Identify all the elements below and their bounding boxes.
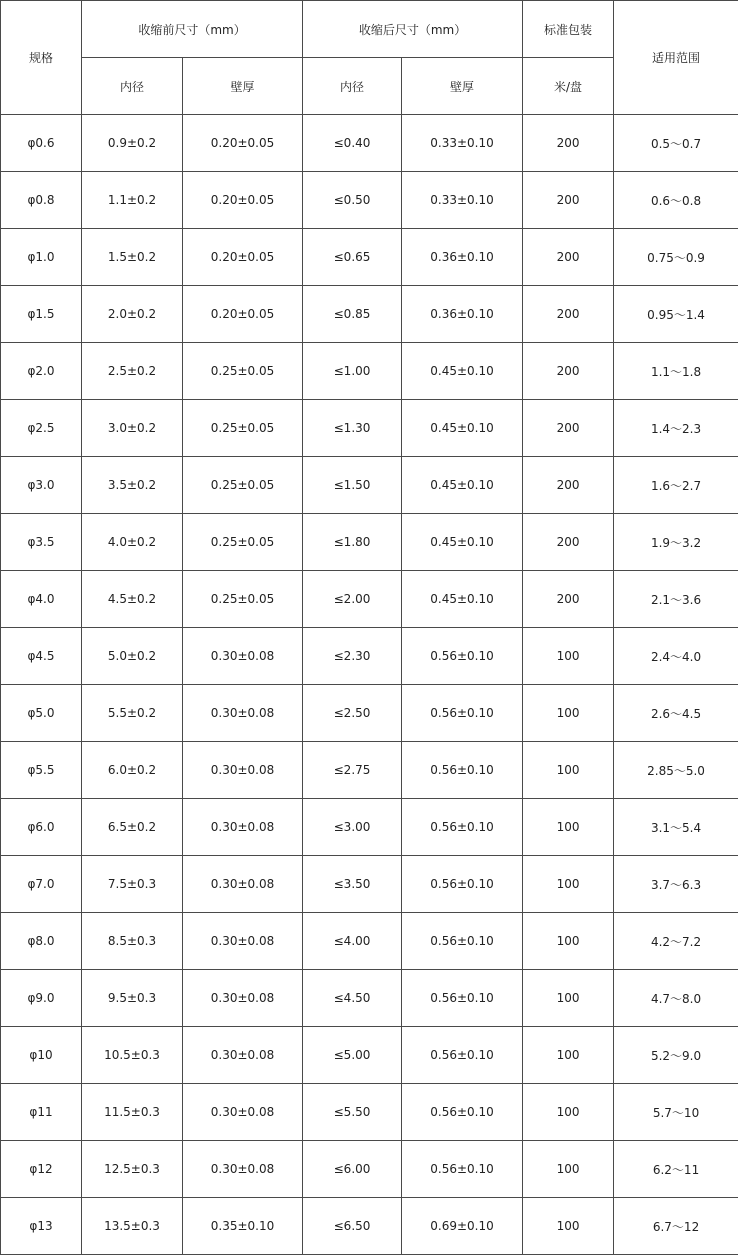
spec-cell: φ1.0 xyxy=(1,229,82,286)
before-wall-cell: 0.30±0.08 xyxy=(183,1027,303,1084)
after-inner-cell: ≤2.50 xyxy=(303,685,402,742)
before-inner-cell: 5.5±0.2 xyxy=(82,685,183,742)
before-inner-cell: 7.5±0.3 xyxy=(82,856,183,913)
after-wall-cell: 0.56±0.10 xyxy=(402,856,523,913)
after-inner-cell: ≤3.00 xyxy=(303,799,402,856)
spec-cell: φ7.0 xyxy=(1,856,82,913)
spec-cell: φ3.0 xyxy=(1,457,82,514)
range-cell: 2.4～4.0 xyxy=(614,628,738,685)
after-inner-cell: ≤0.85 xyxy=(303,286,402,343)
before-inner-cell: 4.5±0.2 xyxy=(82,571,183,628)
package-cell: 200 xyxy=(523,286,614,343)
before-inner-cell: 3.0±0.2 xyxy=(82,400,183,457)
spec-cell: φ8.0 xyxy=(1,913,82,970)
after-wall-cell: 0.56±0.10 xyxy=(402,1027,523,1084)
before-inner-cell: 0.9±0.2 xyxy=(82,115,183,172)
before-inner-cell: 5.0±0.2 xyxy=(82,628,183,685)
package-cell: 100 xyxy=(523,742,614,799)
after-inner-cell: ≤1.30 xyxy=(303,400,402,457)
package-cell: 100 xyxy=(523,685,614,742)
before-wall-cell: 0.20±0.05 xyxy=(183,172,303,229)
package-cell: 200 xyxy=(523,115,614,172)
header-package-unit: 米/盘 xyxy=(523,58,614,115)
after-inner-cell: ≤0.50 xyxy=(303,172,402,229)
table-row xyxy=(1,1141,738,1198)
table-row xyxy=(1,286,738,343)
range-cell: 1.9～3.2 xyxy=(614,514,738,571)
before-inner-cell: 2.5±0.2 xyxy=(82,343,183,400)
spec-cell: φ9.0 xyxy=(1,970,82,1027)
spec-cell: φ0.6 xyxy=(1,115,82,172)
spec-cell: φ11 xyxy=(1,1084,82,1141)
package-cell: 200 xyxy=(523,229,614,286)
range-cell: 0.95～1.4 xyxy=(614,286,738,343)
before-inner-cell: 2.0±0.2 xyxy=(82,286,183,343)
header-spec: 规格 xyxy=(1,1,82,115)
spec-cell: φ2.5 xyxy=(1,400,82,457)
spec-cell: φ0.8 xyxy=(1,172,82,229)
package-cell: 200 xyxy=(523,514,614,571)
package-cell: 100 xyxy=(523,1084,614,1141)
after-inner-cell: ≤2.75 xyxy=(303,742,402,799)
spec-cell: φ1.5 xyxy=(1,286,82,343)
table-row xyxy=(1,172,738,229)
before-wall-cell: 0.20±0.05 xyxy=(183,286,303,343)
before-wall-cell: 0.20±0.05 xyxy=(183,115,303,172)
before-inner-cell: 4.0±0.2 xyxy=(82,514,183,571)
package-cell: 200 xyxy=(523,343,614,400)
after-inner-cell: ≤5.00 xyxy=(303,1027,402,1084)
before-wall-cell: 0.30±0.08 xyxy=(183,1084,303,1141)
range-cell: 2.6～4.5 xyxy=(614,685,738,742)
after-wall-cell: 0.56±0.10 xyxy=(402,628,523,685)
table-row xyxy=(1,799,738,856)
range-cell: 1.4～2.3 xyxy=(614,400,738,457)
table-row xyxy=(1,1084,738,1141)
after-inner-cell: ≤5.50 xyxy=(303,1084,402,1141)
header-range: 适用范围 xyxy=(614,1,738,115)
before-inner-cell: 9.5±0.3 xyxy=(82,970,183,1027)
package-cell: 100 xyxy=(523,1141,614,1198)
after-wall-cell: 0.56±0.10 xyxy=(402,970,523,1027)
range-cell: 4.2～7.2 xyxy=(614,913,738,970)
table-row xyxy=(1,628,738,685)
spec-cell: φ5.0 xyxy=(1,685,82,742)
header-after-group: 收缩后尺寸（mm） xyxy=(303,1,523,58)
range-cell: 0.75～0.9 xyxy=(614,229,738,286)
after-wall-cell: 0.33±0.10 xyxy=(402,115,523,172)
range-cell: 3.7～6.3 xyxy=(614,856,738,913)
after-wall-cell: 0.56±0.10 xyxy=(402,799,523,856)
after-wall-cell: 0.56±0.10 xyxy=(402,1141,523,1198)
before-wall-cell: 0.25±0.05 xyxy=(183,571,303,628)
range-cell: 1.6～2.7 xyxy=(614,457,738,514)
spec-cell: φ3.5 xyxy=(1,514,82,571)
range-cell: 6.7～12 xyxy=(614,1198,738,1255)
before-wall-cell: 0.20±0.05 xyxy=(183,229,303,286)
after-inner-cell: ≤1.50 xyxy=(303,457,402,514)
table-row xyxy=(1,571,738,628)
range-cell: 0.6～0.8 xyxy=(614,172,738,229)
after-inner-cell: ≤1.00 xyxy=(303,343,402,400)
after-wall-cell: 0.45±0.10 xyxy=(402,571,523,628)
table-row xyxy=(1,742,738,799)
before-wall-cell: 0.25±0.05 xyxy=(183,343,303,400)
after-wall-cell: 0.33±0.10 xyxy=(402,172,523,229)
table-row xyxy=(1,1027,738,1084)
after-wall-cell: 0.56±0.10 xyxy=(402,742,523,799)
spec-cell: φ2.0 xyxy=(1,343,82,400)
after-inner-cell: ≤0.40 xyxy=(303,115,402,172)
table-row xyxy=(1,970,738,1027)
before-wall-cell: 0.30±0.08 xyxy=(183,970,303,1027)
before-wall-cell: 0.35±0.10 xyxy=(183,1198,303,1255)
after-wall-cell: 0.36±0.10 xyxy=(402,229,523,286)
after-inner-cell: ≤6.00 xyxy=(303,1141,402,1198)
package-cell: 100 xyxy=(523,799,614,856)
header-before-group: 收缩前尺寸（mm） xyxy=(82,1,303,58)
after-wall-cell: 0.45±0.10 xyxy=(402,514,523,571)
spec-cell: φ4.5 xyxy=(1,628,82,685)
after-wall-cell: 0.56±0.10 xyxy=(402,685,523,742)
package-cell: 100 xyxy=(523,856,614,913)
spec-cell: φ4.0 xyxy=(1,571,82,628)
package-cell: 100 xyxy=(523,628,614,685)
before-inner-cell: 3.5±0.2 xyxy=(82,457,183,514)
package-cell: 200 xyxy=(523,400,614,457)
after-inner-cell: ≤0.65 xyxy=(303,229,402,286)
after-inner-cell: ≤2.30 xyxy=(303,628,402,685)
before-inner-cell: 1.1±0.2 xyxy=(82,172,183,229)
table-row xyxy=(1,343,738,400)
header-after-wall: 壁厚 xyxy=(402,58,523,115)
after-inner-cell: ≤4.50 xyxy=(303,970,402,1027)
package-cell: 200 xyxy=(523,571,614,628)
spec-cell: φ6.0 xyxy=(1,799,82,856)
range-cell: 2.85～5.0 xyxy=(614,742,738,799)
range-cell: 1.1～1.8 xyxy=(614,343,738,400)
package-cell: 200 xyxy=(523,457,614,514)
after-wall-cell: 0.56±0.10 xyxy=(402,913,523,970)
before-inner-cell: 11.5±0.3 xyxy=(82,1084,183,1141)
after-inner-cell: ≤1.80 xyxy=(303,514,402,571)
header-package-group: 标准包装 xyxy=(523,1,614,58)
before-wall-cell: 0.25±0.05 xyxy=(183,514,303,571)
spec-cell: φ5.5 xyxy=(1,742,82,799)
package-cell: 100 xyxy=(523,913,614,970)
before-wall-cell: 0.30±0.08 xyxy=(183,628,303,685)
before-wall-cell: 0.25±0.05 xyxy=(183,457,303,514)
table-row xyxy=(1,115,738,172)
after-wall-cell: 0.45±0.10 xyxy=(402,343,523,400)
before-wall-cell: 0.30±0.08 xyxy=(183,685,303,742)
table-row xyxy=(1,1198,738,1255)
range-cell: 2.1～3.6 xyxy=(614,571,738,628)
package-cell: 200 xyxy=(523,172,614,229)
before-wall-cell: 0.25±0.05 xyxy=(183,400,303,457)
table-row xyxy=(1,400,738,457)
after-wall-cell: 0.56±0.10 xyxy=(402,1084,523,1141)
before-inner-cell: 13.5±0.3 xyxy=(82,1198,183,1255)
range-cell: 5.2～9.0 xyxy=(614,1027,738,1084)
range-cell: 3.1～5.4 xyxy=(614,799,738,856)
after-wall-cell: 0.45±0.10 xyxy=(402,400,523,457)
after-wall-cell: 0.69±0.10 xyxy=(402,1198,523,1255)
after-wall-cell: 0.45±0.10 xyxy=(402,457,523,514)
before-inner-cell: 8.5±0.3 xyxy=(82,913,183,970)
after-inner-cell: ≤6.50 xyxy=(303,1198,402,1255)
before-wall-cell: 0.30±0.08 xyxy=(183,742,303,799)
before-wall-cell: 0.30±0.08 xyxy=(183,1141,303,1198)
range-cell: 5.7～10 xyxy=(614,1084,738,1141)
range-cell: 4.7～8.0 xyxy=(614,970,738,1027)
before-wall-cell: 0.30±0.08 xyxy=(183,799,303,856)
table-row xyxy=(1,913,738,970)
before-inner-cell: 6.0±0.2 xyxy=(82,742,183,799)
after-inner-cell: ≤4.00 xyxy=(303,913,402,970)
before-inner-cell: 6.5±0.2 xyxy=(82,799,183,856)
before-wall-cell: 0.30±0.08 xyxy=(183,913,303,970)
header-before-inner: 内径 xyxy=(82,58,183,115)
spec-cell: φ13 xyxy=(1,1198,82,1255)
header-after-inner: 内径 xyxy=(303,58,402,115)
after-wall-cell: 0.36±0.10 xyxy=(402,286,523,343)
header-before-wall: 壁厚 xyxy=(183,58,303,115)
after-inner-cell: ≤2.00 xyxy=(303,571,402,628)
table-row xyxy=(1,229,738,286)
package-cell: 100 xyxy=(523,1027,614,1084)
before-inner-cell: 1.5±0.2 xyxy=(82,229,183,286)
table-row xyxy=(1,685,738,742)
before-inner-cell: 10.5±0.3 xyxy=(82,1027,183,1084)
spec-cell: φ12 xyxy=(1,1141,82,1198)
before-inner-cell: 12.5±0.3 xyxy=(82,1141,183,1198)
after-inner-cell: ≤3.50 xyxy=(303,856,402,913)
table-row xyxy=(1,457,738,514)
spec-cell: φ10 xyxy=(1,1027,82,1084)
before-wall-cell: 0.30±0.08 xyxy=(183,856,303,913)
header-row-1 xyxy=(1,1,738,58)
table-row xyxy=(1,856,738,913)
table-row xyxy=(1,514,738,571)
range-cell: 6.2～11 xyxy=(614,1141,738,1198)
package-cell: 100 xyxy=(523,970,614,1027)
package-cell: 100 xyxy=(523,1198,614,1255)
range-cell: 0.5～0.7 xyxy=(614,115,738,172)
